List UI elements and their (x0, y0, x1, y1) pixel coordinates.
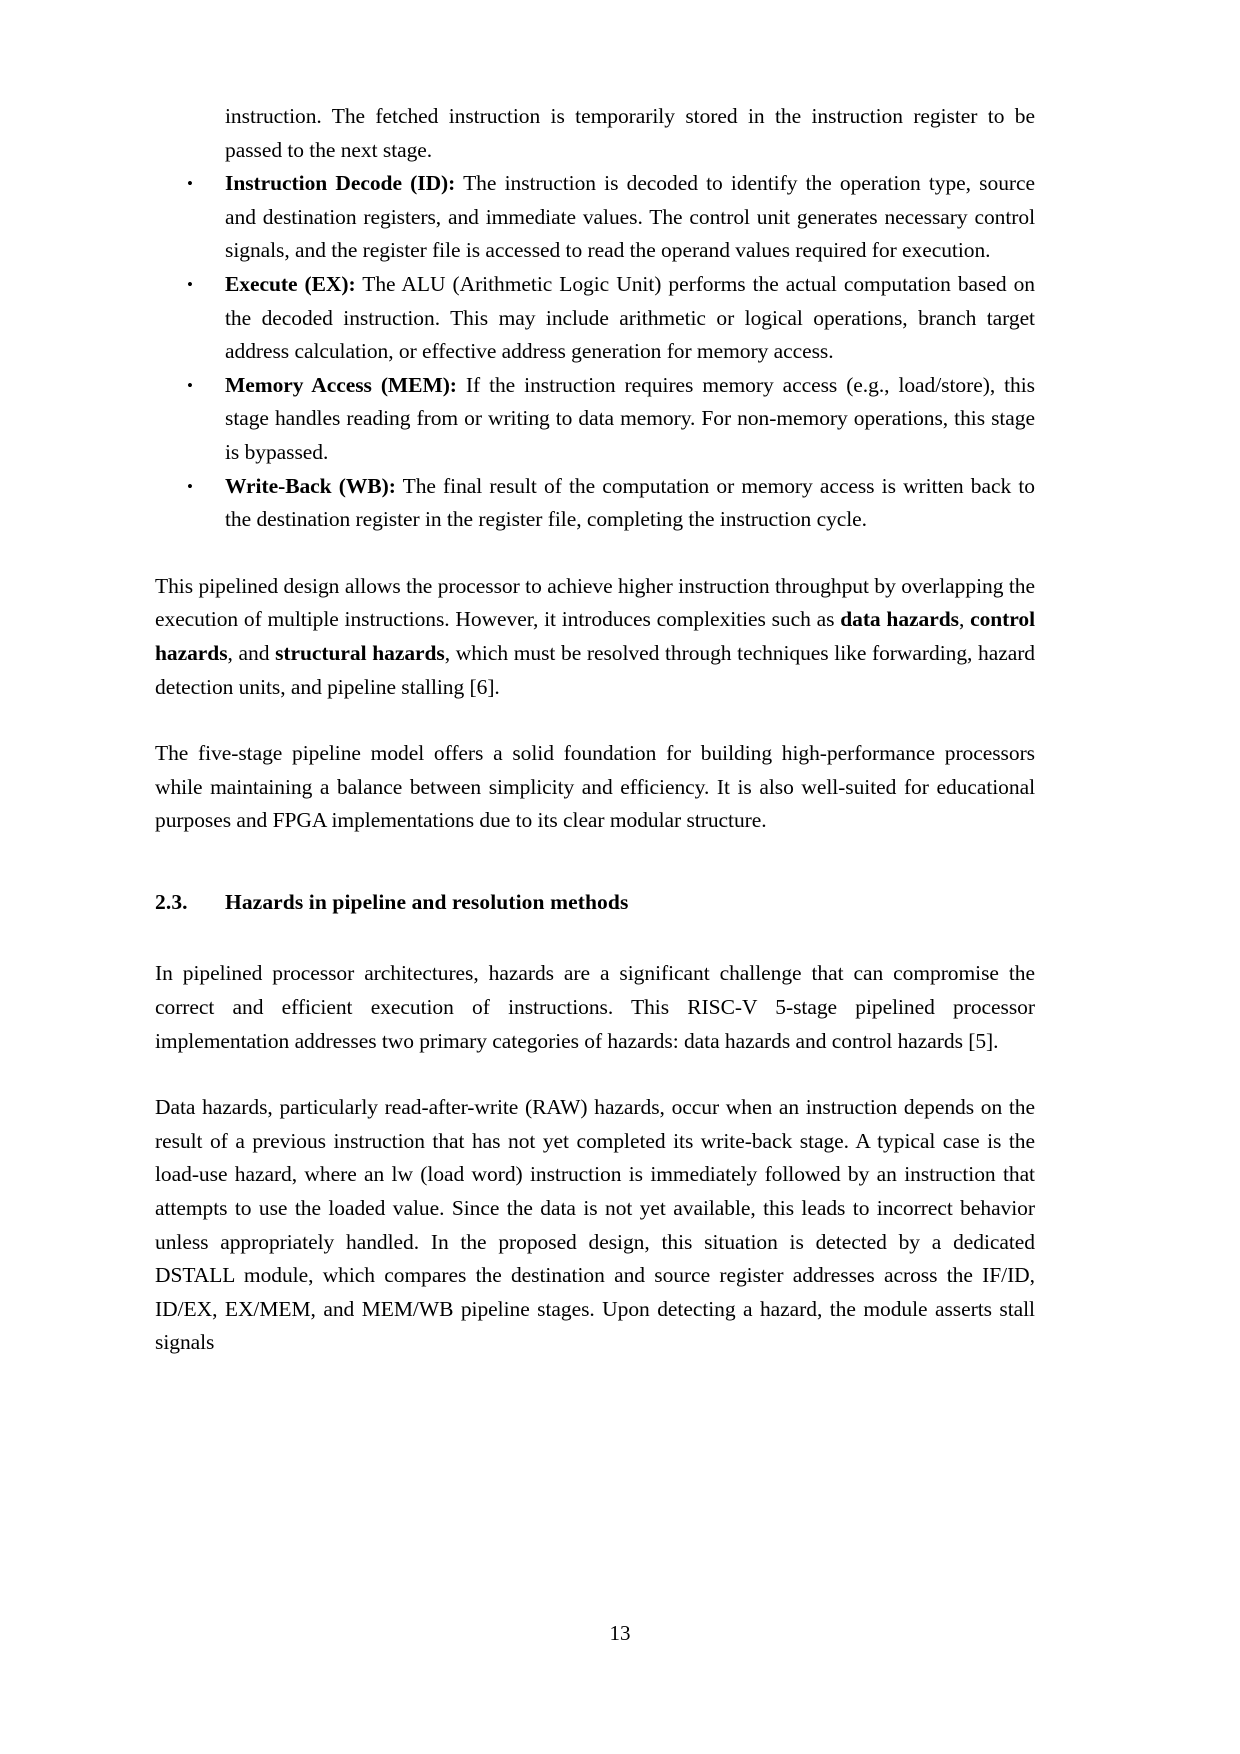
list-item (187, 369, 1035, 470)
separator-2: , and (227, 640, 276, 665)
page-number: 13 (609, 1621, 631, 1645)
list-item-description: The final result of the computation or memory access is written back to the destination register in the register file, completing the instruction cycle. (225, 473, 1035, 532)
section-title: Hazards in pipeline and resolution methods (225, 889, 629, 914)
paragraph-throughput (155, 570, 1035, 704)
list-item (187, 470, 1035, 537)
paragraph-data-hazards: Data hazards, particularly read-after-write (RAW) hazards, occur when an instruction depends on the result of a previous instruction that has not yet completed its write-back stage. A typical case is the load-use hazard, where an lw (load word) instruction is immediately followed by an instruction that attempts to use the loaded value. Since the data is not yet available, this leads to incorrect behavior unless appropriately handled. In the proposed design, this situation is detected by a dedicated DSTALL module, which compares the destination and source register addresses across the IF/ID, ID/EX, EX/MEM, and MEM/WB pipeline stages. Upon detecting a hazard, the module asserts stall signals (155, 1095, 1035, 1355)
list-item-term: Execute (EX): (225, 271, 356, 296)
list-item-term: Memory Access (MEM): (225, 372, 457, 397)
continuation-paragraph: instruction. The fetched instruction is temporarily stored in the instruction register to be passed to the next stage. (225, 104, 1035, 162)
spacer (155, 1058, 1035, 1091)
term-control-hazards: control hazards (155, 607, 1036, 665)
term-data-hazards: data hazards (840, 607, 959, 632)
paragraph-hazards-intro: In pipelined processor architectures, hazards are a significant challenge that can compromise the correct and efficient execution of instructions. This RISC-V 5-stage pipelined processor implementation addresses two primary categories of hazards: data hazards and control hazards [5]. (155, 961, 1035, 1053)
paragraph-five-stage-model: The five-stage pipeline model offers a solid foundation for building high-performance processors while maintaining a balance between simplicity and efficiency. It is also well-suited for educational purposes and FPGA implementations due to its clear modular structure. (155, 741, 1035, 833)
paragraph-throughput-part2: , which must be resolved through techniques like forwarding, hazard detection units, and pipeline stalling [6]. (155, 640, 1036, 699)
page-content (155, 100, 1035, 1360)
separator-1: , (958, 607, 971, 632)
section-number: 2.3. (155, 889, 188, 914)
spacer (155, 537, 1035, 570)
bullet-icon: • (187, 174, 193, 194)
spacer (155, 919, 1035, 957)
section-heading (155, 886, 1035, 920)
list-item-term: Instruction Decode (ID): (225, 171, 456, 196)
list-item (187, 268, 1035, 369)
pipeline-stage-list (155, 167, 1035, 537)
term-structural-hazards: structural hazards (275, 640, 445, 665)
list-item-description: The instruction is decoded to identify the operation type, source and destination registers, and immediate values. The control unit generates necessary control signals, and the register file is accessed to read the operand values required for execution. (225, 171, 1035, 263)
bullet-icon: • (187, 375, 193, 395)
list-item (187, 167, 1035, 268)
list-item-term: Write-Back (WB): (225, 473, 396, 498)
paragraph-throughput-part1: This pipelined design allows the processor to achieve higher instruction throughput by overlapping the execution of multiple instructions. However, it introduces complexities such as (155, 573, 1035, 632)
bullet-icon: • (187, 274, 193, 294)
spacer (155, 704, 1035, 737)
spacer (155, 838, 1035, 886)
list-item-description: If the instruction requires memory access (e.g., load/store), this stage handles reading from or writing to data memory. For non-memory operations, this stage is bypassed. (225, 372, 1035, 464)
bullet-icon: • (187, 476, 193, 496)
list-item-description: The ALU (Arithmetic Logic Unit) performs the actual computation based on the decoded instruction. This may include arithmetic or logical operations, branch target address calculation, or effective address generation for memory access. (225, 271, 1035, 364)
